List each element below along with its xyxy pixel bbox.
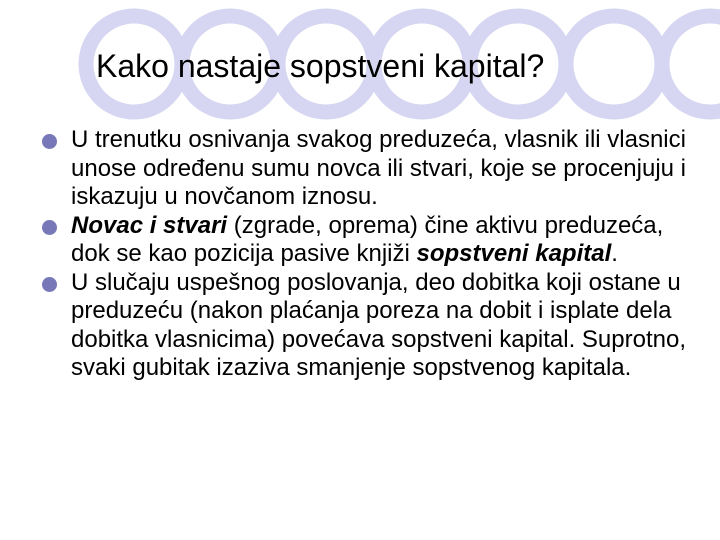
bullet-dot-icon xyxy=(42,220,57,235)
slide-title: Kako nastaje sopstveni kapital? xyxy=(96,48,545,84)
bullet-text: U trenutku osnivanja svakog preduzeća, vlasnik ili vlasnici unose određenu sumu novca ili stvari, koje se procenjuju i iskazuju u novčanom iznosu. xyxy=(71,126,687,210)
bullet-text: (zgrade, oprema) čine aktivu preduzeća, dok se kao pozicija pasive knjiži xyxy=(71,211,664,267)
bullet-emphasis-novac: Novac i stvari xyxy=(71,211,228,239)
bullet-emphasis-kapital: sopstveni kapital xyxy=(416,240,612,267)
decorative-ring-7 xyxy=(662,16,720,112)
bullet-dot-icon xyxy=(42,134,57,149)
bullet-text: U slučaju uspešnog poslovanja, deo dobitka koji ostane u preduzeću (nakon plaćanja poreza na dobit i isplate dela dobitka vlasnicima) povećava sopstveni kapital. Suprotno, svaki gubitak izaziva smanjenje sopstvenog kapitala. xyxy=(71,268,686,381)
bullet-list xyxy=(42,126,702,383)
bullet-item-1 xyxy=(42,126,702,212)
bullet-text-end: . xyxy=(611,240,618,267)
bullet-item-2 xyxy=(42,212,702,269)
decorative-ring-6 xyxy=(566,16,662,112)
bullet-dot-icon xyxy=(42,277,57,292)
bullet-item-3 xyxy=(42,269,702,383)
